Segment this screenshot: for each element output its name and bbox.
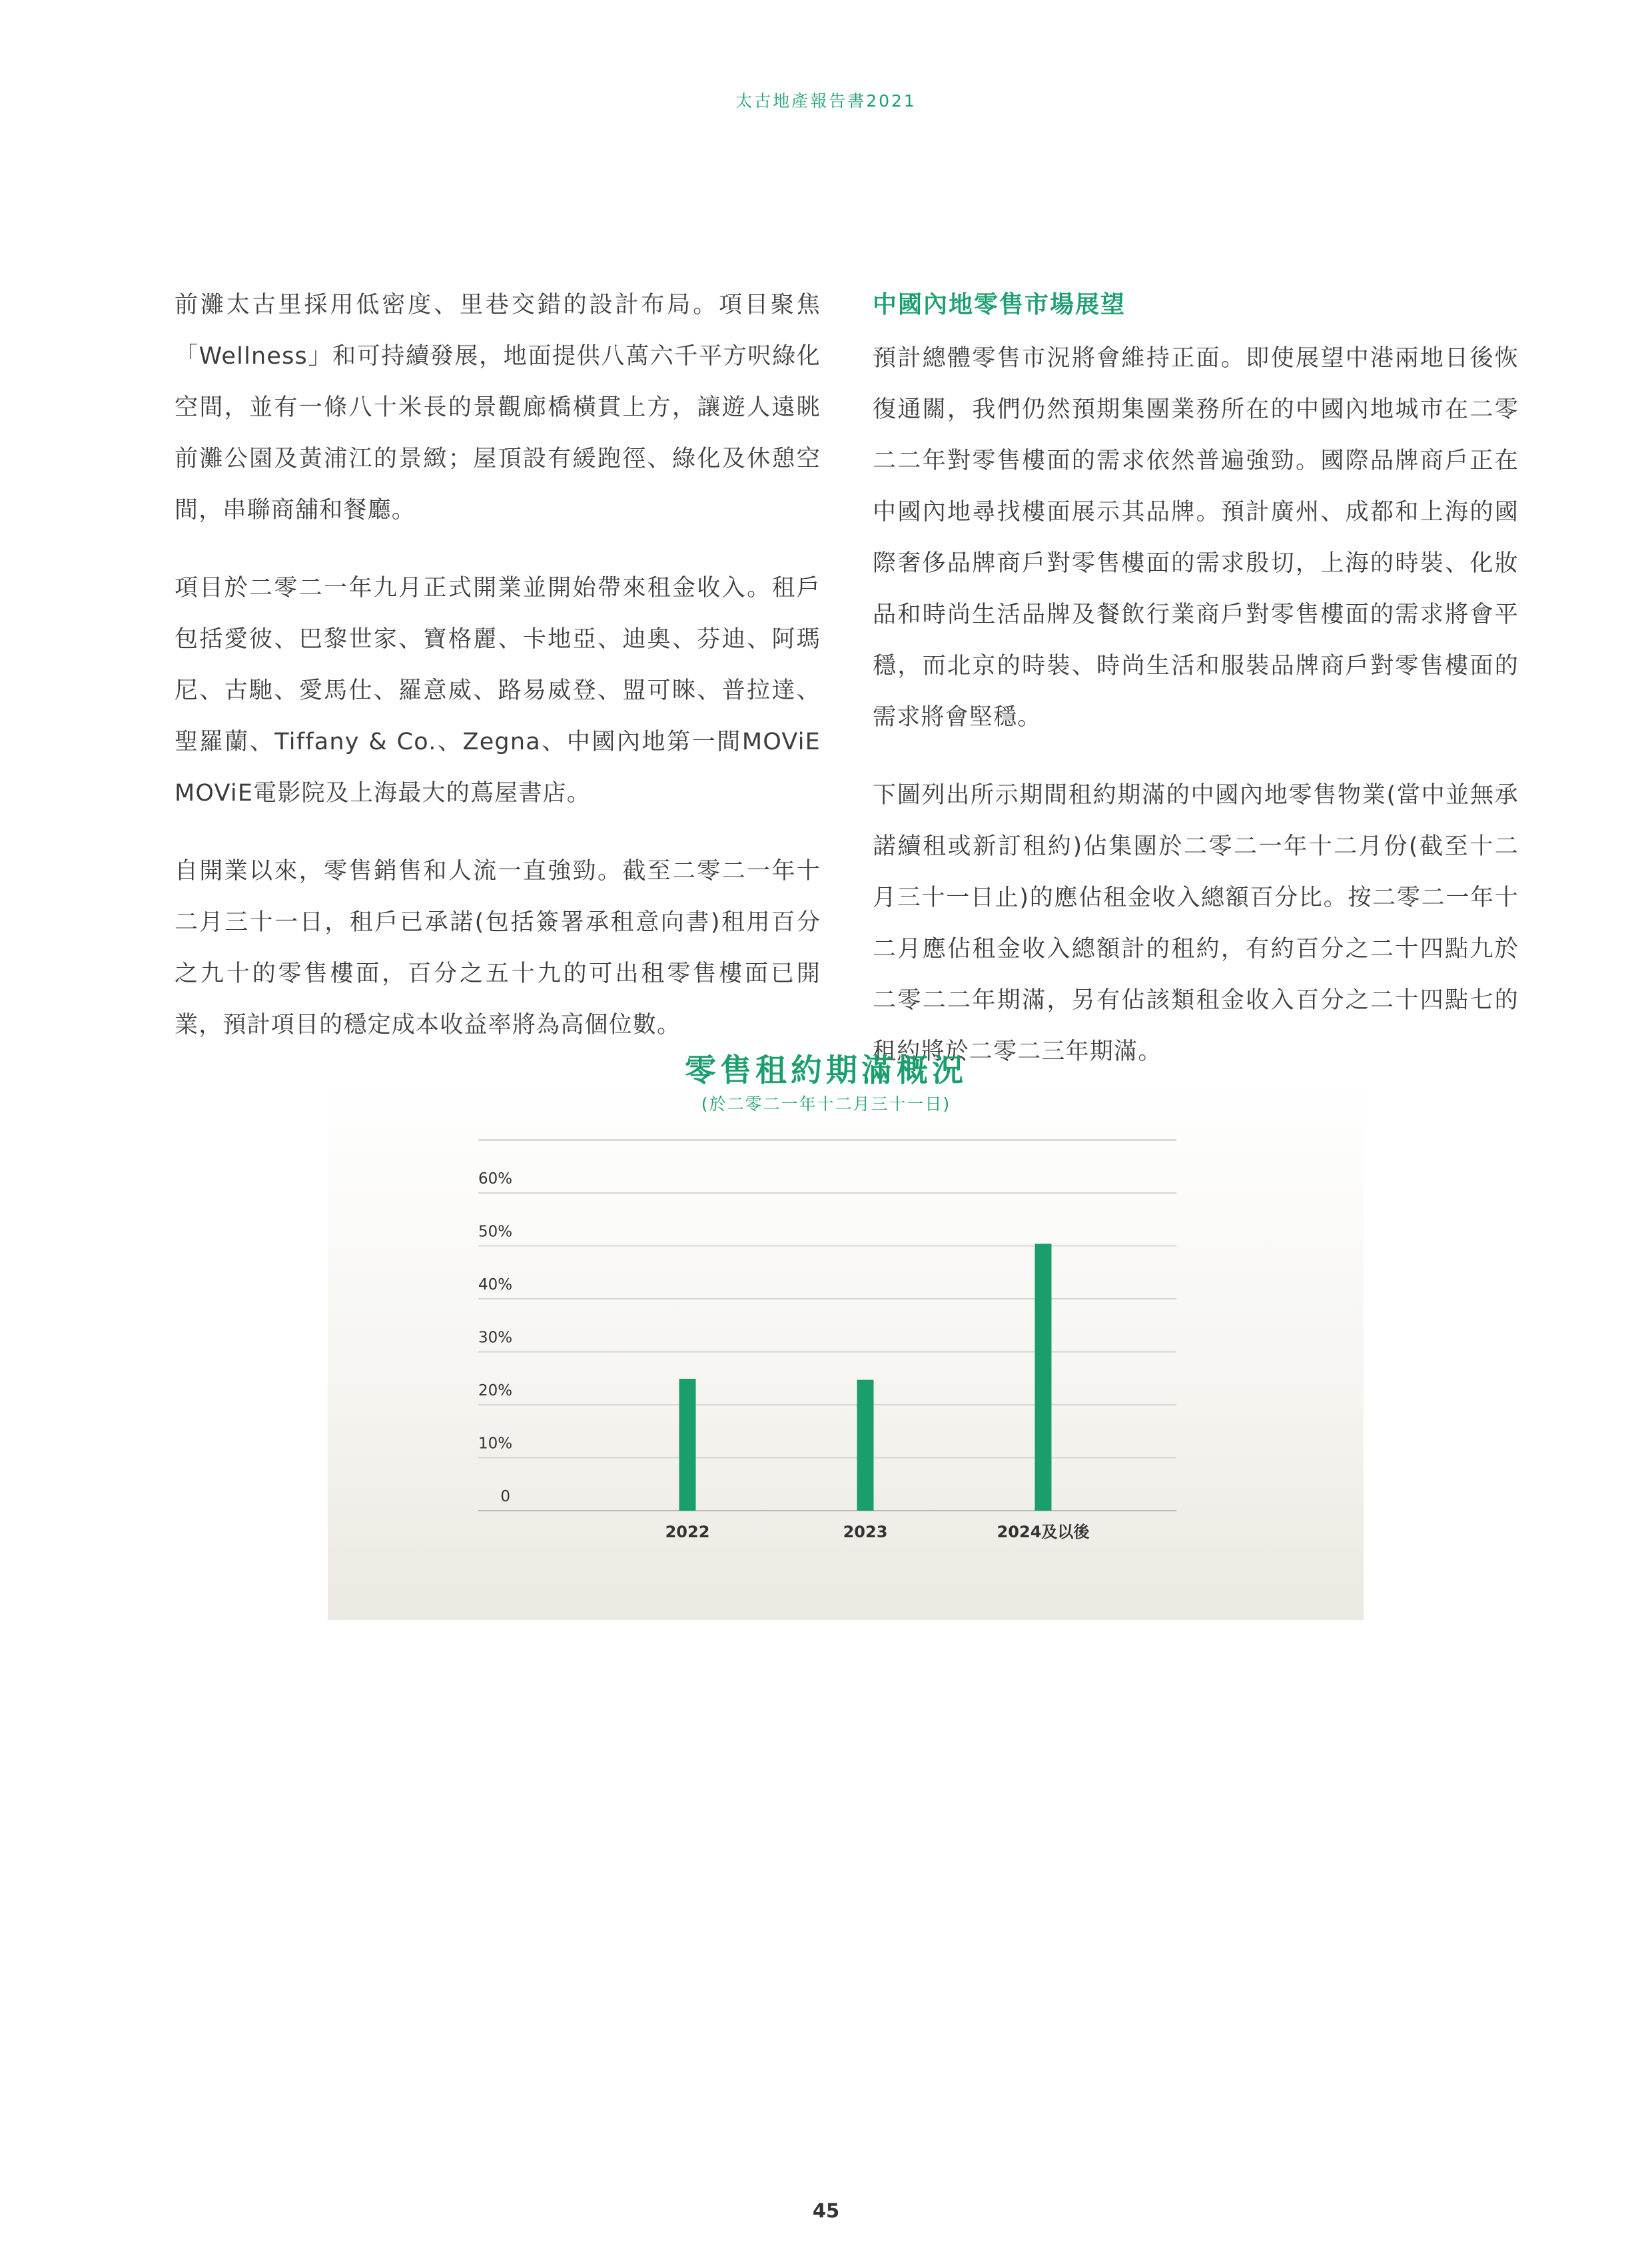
- right-column: [873, 280, 1519, 1104]
- left-column: [175, 280, 821, 1078]
- body-paragraph: 前灘太古里採用低密度、里巷交錯的設計布局。項目聚焦「Wellness」和可持續發展，地面提供八萬六千平方呎綠化空間，並有一條八十米長的景觀廊橋橫貫上方，讓遊人遠眺前灘公園及黃浦江的景緻；屋頂設有緩跑徑、綠化及休憩空間，串聯商舖和餐廳。: [175, 292, 821, 524]
- body-paragraph: 下圖列出所示期間租約期滿的中國內地零售物業(當中並無承諾續租或新訂租約)佔集團於二零二一年十二月份(截至十二月三十一日止)的應佔租金收入總額百分比。按二零二一年十二月應佔租金收入總額計的租約，有約百分之二十四點九於二零二二年期滿，另有佔該類租金收入百分之二十四點七的租約將於二零二三年期滿。: [873, 782, 1519, 1065]
- y-tick-label: 60%: [478, 1170, 513, 1188]
- page-number: 45: [812, 2199, 840, 2222]
- chart-title: 零售租約期滿概況: [685, 1052, 967, 1089]
- y-tick-label: 10%: [478, 1435, 513, 1453]
- section-heading: 中國內地零售市場展望: [873, 291, 1126, 318]
- y-tick-label: 30%: [478, 1329, 513, 1347]
- body-paragraph: 項目於二零二一年九月正式開業並開始帶來租金收入。租戶包括愛彼、巴黎世家、寶格麗、卡地亞、迪奧、芬迪、阿瑪尼、古馳、愛馬仕、羅意威、路易威登、盟可睞、普拉達、聖羅蘭、Tiffany & Co.、Zegna、中國內地第一間MOViE MOViE電影院及上海最大的蔦屋書店。: [175, 575, 821, 807]
- chart-panel: [328, 1079, 1364, 1620]
- chart-subtitle: (於二零二一年十二月三十一日): [701, 1094, 951, 1114]
- x-tick-label: 2022: [665, 1523, 710, 1541]
- y-tick-label: 40%: [478, 1276, 513, 1294]
- x-tick-label: 2024及以後: [997, 1523, 1090, 1541]
- body-paragraph: 預計總體零售市況將會維持正面。即使展望中港兩地日後恢復通關，我們仍然預期集團業務所在的中國內地城市在二零二二年對零售樓面的需求依然普遍強勁。國際品牌商戶正在中國內地尋找樓面展示其品牌。預計廣州、成都和上海的國際奢侈品牌商戶對零售樓面的需求殷切，上海的時裝、化妝品和時尚生活品牌及餐飲行業商戶對零售樓面的需求將會平穩，而北京的時裝、時尚生活和服裝品牌商戶對零售樓面的需求將會堅穩。: [873, 345, 1519, 731]
- y-tick-label: 0: [500, 1488, 510, 1505]
- y-tick-label: 50%: [478, 1223, 513, 1241]
- running-header: 太古地產報告書2021: [735, 91, 917, 111]
- x-tick-label: 2023: [843, 1523, 888, 1541]
- body-paragraph: 自開業以來，零售銷售和人流一直強勁。截至二零二一年十二月三十一日，租戶已承諾(包括簽署承租意向書)租用百分之九十的零售樓面，百分之五十九的可出租零售樓面已開業，預計項目的穩定成本收益率將為高個位數。: [175, 858, 821, 1038]
- y-tick-label: 20%: [478, 1382, 513, 1399]
